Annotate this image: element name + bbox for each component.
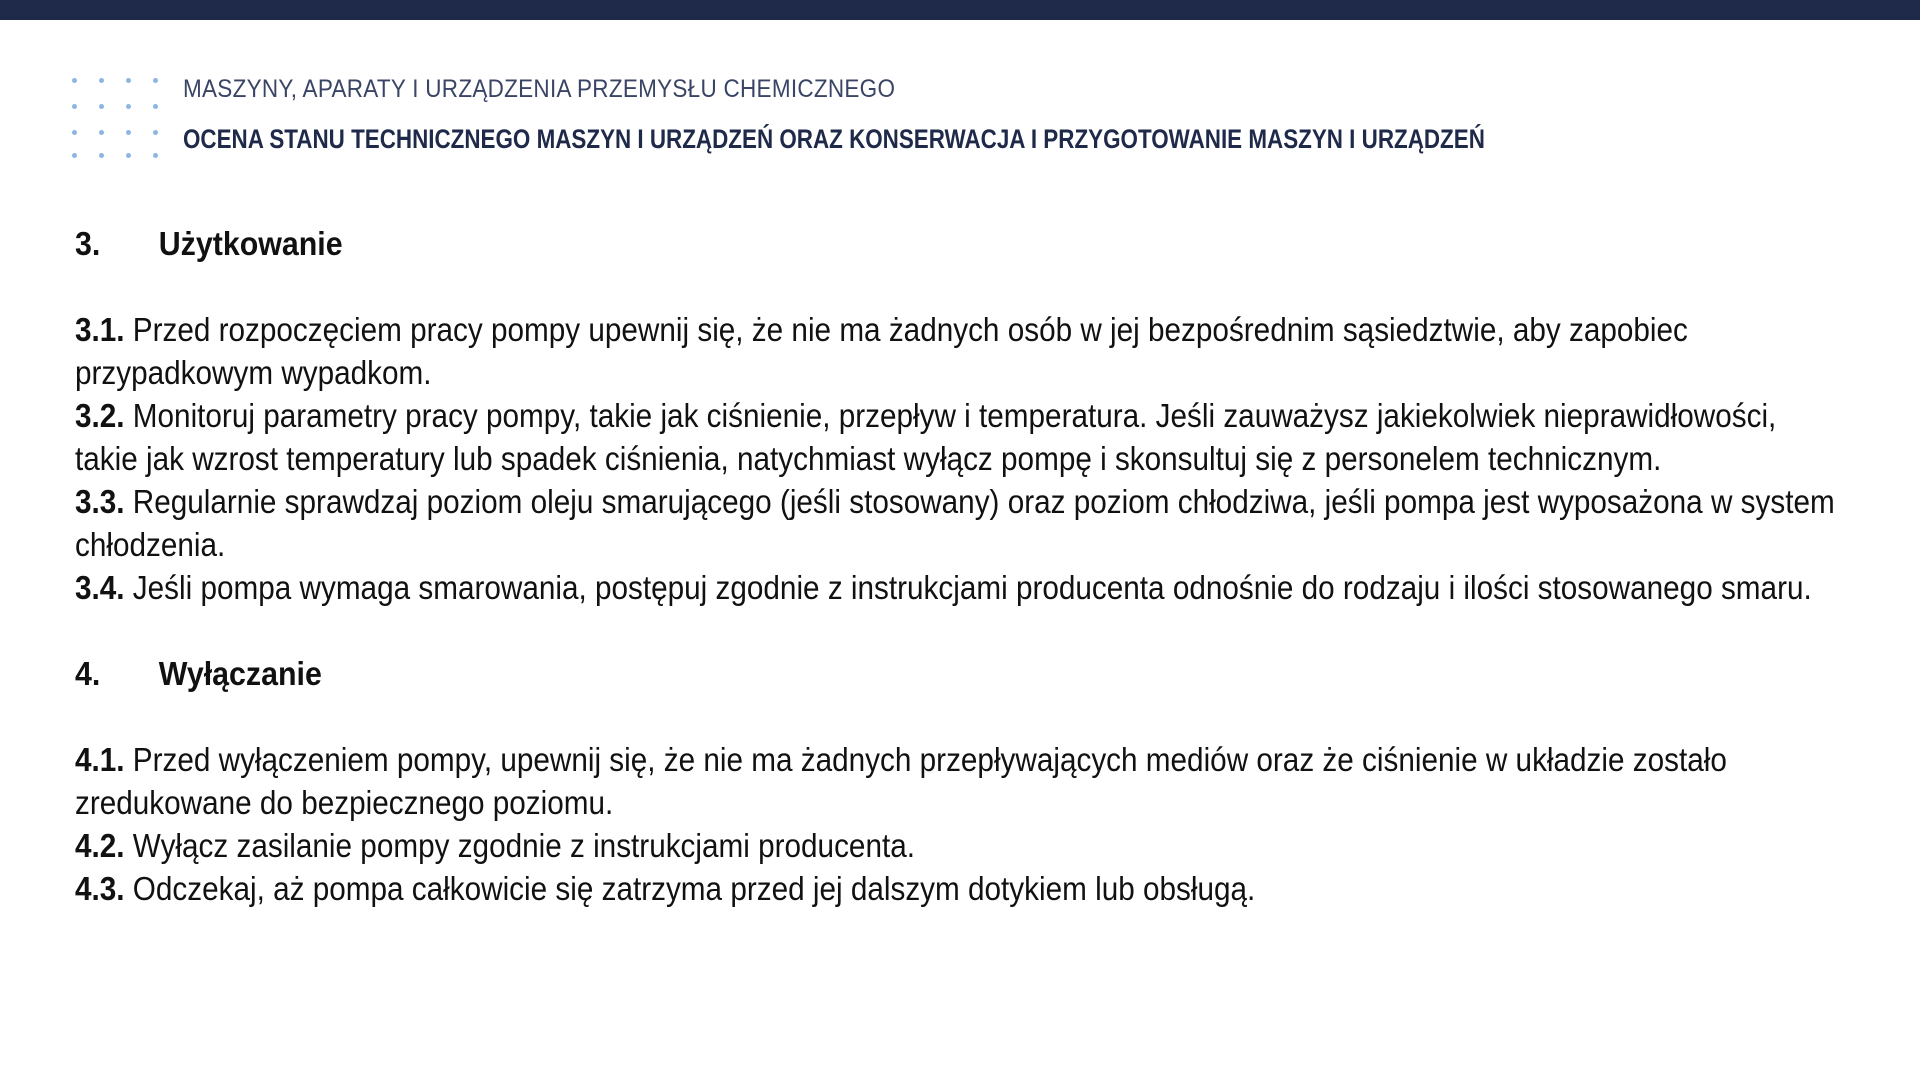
section-number: 3. bbox=[75, 225, 101, 262]
paragraph-3-4: 3.4. Jeśli pompa wymaga smarowania, postępuj zgodnie z instrukcjami producenta odnośnie do rodzaju i ilości stosowanego smaru. bbox=[75, 569, 1812, 606]
paragraph-4-3: 4.3. Odczekaj, aż pompa całkowicie się zatrzyma przed jej dalszym dotykiem lub obsługą. bbox=[75, 870, 1256, 907]
section-title: Wyłączanie bbox=[158, 655, 322, 692]
paragraph-4-1: 4.1. Przed wyłączeniem pompy, upewnij się, że nie ma żadnych przepływających mediów oraz że ciśnienie w układzie zostało zredukowane do bezpiecznego poziomu. bbox=[75, 741, 1727, 821]
section-heading-3 bbox=[75, 222, 1694, 265]
paragraph-3-2: 3.2. Monitoruj parametry pracy pompy, takie jak ciśnienie, przepływ i temperatura. Jeśli zauważysz jakiekolwiek nieprawidłowości, takie jak wzrost temperatury lub spadek ciśnienia, natychmiast wyłącz pompę i skonsultuj się z personelem technicznym. bbox=[75, 397, 1777, 477]
lesson-topic: OCENA STANU TECHNICZNEGO MASZYN I URZĄDZEŃ ORAZ KONSERWACJA I PRZYGOTOWANIE MASZYN I URZĄDZEŃ bbox=[183, 124, 1485, 154]
section-number: 4. bbox=[75, 655, 101, 692]
paragraph-4-2: 4.2. Wyłącz zasilanie pompy zgodnie z instrukcjami producenta. bbox=[75, 827, 915, 864]
paragraph-3-3: 3.3. Regularnie sprawdzaj poziom oleju smarującego (jeśli stosowany) oraz poziom chłodziwa, jeśli pompa jest wyposażona w system chłodzenia. bbox=[75, 483, 1835, 563]
dot-grid-decoration bbox=[72, 78, 162, 162]
section-heading-4 bbox=[75, 652, 1694, 695]
course-subject: MASZYNY, APARATY I URZĄDZENIA PRZEMYSŁU CHEMICZNEGO bbox=[183, 75, 896, 103]
document-body bbox=[75, 222, 1835, 910]
top-bar bbox=[0, 0, 1920, 20]
section-title: Użytkowanie bbox=[158, 225, 343, 262]
paragraph-3-1: 3.1. Przed rozpoczęciem pracy pompy upewnij się, że nie ma żadnych osób w jej bezpośrednim sąsiedztwie, aby zapobiec przypadkowym wypadkom. bbox=[75, 311, 1688, 391]
